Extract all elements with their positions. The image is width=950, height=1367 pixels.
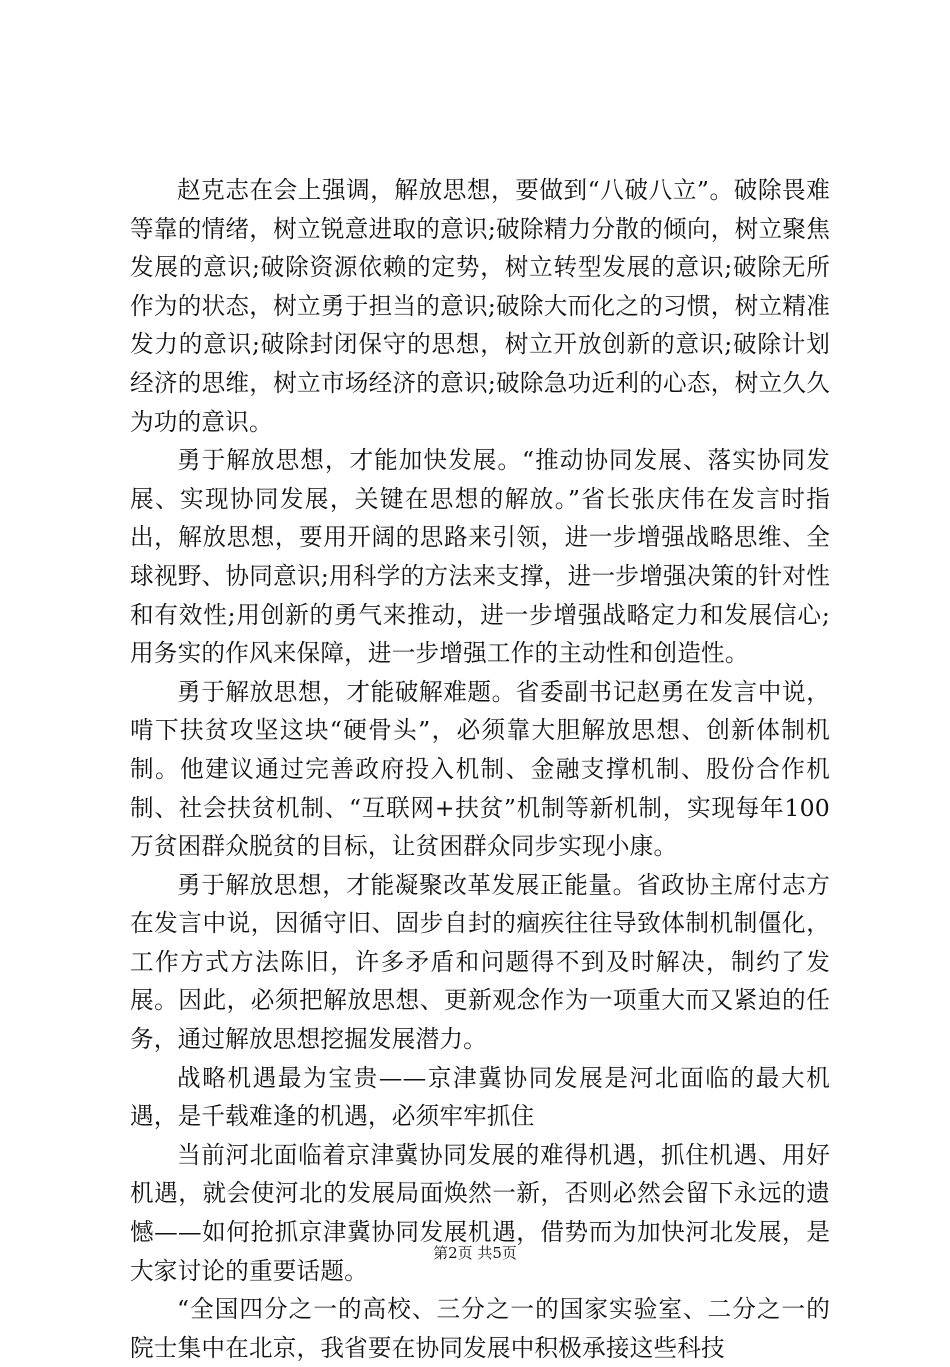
paragraph-beijing-resources: “全国四分之一的高校、三分之一的国家实验室、二分之一的院士集中在北京，我省要在协同发展中积极承接这些科技: [130, 1295, 830, 1362]
section-heading-strategic-opportunity: 战略机遇最为宝贵——京津冀协同发展是河北面临的最大机遇，是千载难逢的机遇，必须牢牢抓住: [130, 1063, 830, 1131]
paragraph-positive-energy: 勇于解放思想，才能凝聚改革发展正能量。省政协主席付志方在发言中说，因循守旧、固步自封的痼疾往往导致体制机制僵化，工作方式方法陈旧，许多矛盾和问题得不到及时解决，制约了发展。因此，必须把解放思想、更新观念作为一项重大而又紧迫的任务，通过解放思想挖掘发展潜力。: [130, 870, 830, 1054]
document-body: [130, 171, 830, 1367]
paragraph-eight-breaks-eight-establishments: 赵克志在会上强调，解放思想，要做到“八破八立”。破除畏难等靠的情绪，树立锐意进取的意识;破除精力分散的倾向，树立聚焦发展的意识;破除资源依赖的定势，树立转型发展的意识;破除无所作为的状态，树立勇于担当的意识;破除大而化之的习惯，树立精准发力的意识;破除封闭保守的思想，树立开放创新的意识;破除计划经济的思维，树立市场经济的意识;破除急功近利的心态，树立久久为功的意识。: [130, 176, 830, 436]
paragraph-solve-problems: 勇于解放思想，才能破解难题。省委副书记赵勇在发言中说，啃下扶贫攻坚这块“硬骨头”，必须靠大胆解放思想、创新体制机制。他建议通过完善政府投入机制、金融支撑机制、股份合作机制、社会扶贫机制、“互联网+扶贫”机制等新机制，实现每年100万贫困群众脱贫的目标，让贫困群众同步实现小康。: [130, 677, 830, 861]
paragraph-accelerate-development: 勇于解放思想，才能加快发展。“推动协同发展、落实协同发展、实现协同发展，关键在思想的解放。”省长张庆伟在发言时指出，解放思想，要用开阔的思路来引领，进一步增强战略思维、全球视野、协同意识;用科学的方法来支撑，进一步增强决策的针对性和有效性;用创新的勇气来推动，进一步增强战略定力和发展信心;用务实的作风来保障，进一步增强工作的主动性和创造性。: [130, 446, 830, 668]
page-footer-page-number: 第2页 共5页: [433, 1244, 517, 1262]
paragraph-seize-opportunity: 当前河北面临着京津冀协同发展的难得机遇，抓住机遇、用好机遇，就会使河北的发展局面焕然一新，否则必然会留下永远的遗憾——如何抢抓京津冀协同发展机遇，借势而为加快河北发展，是大家讨论的重要话题。: [130, 1140, 830, 1285]
